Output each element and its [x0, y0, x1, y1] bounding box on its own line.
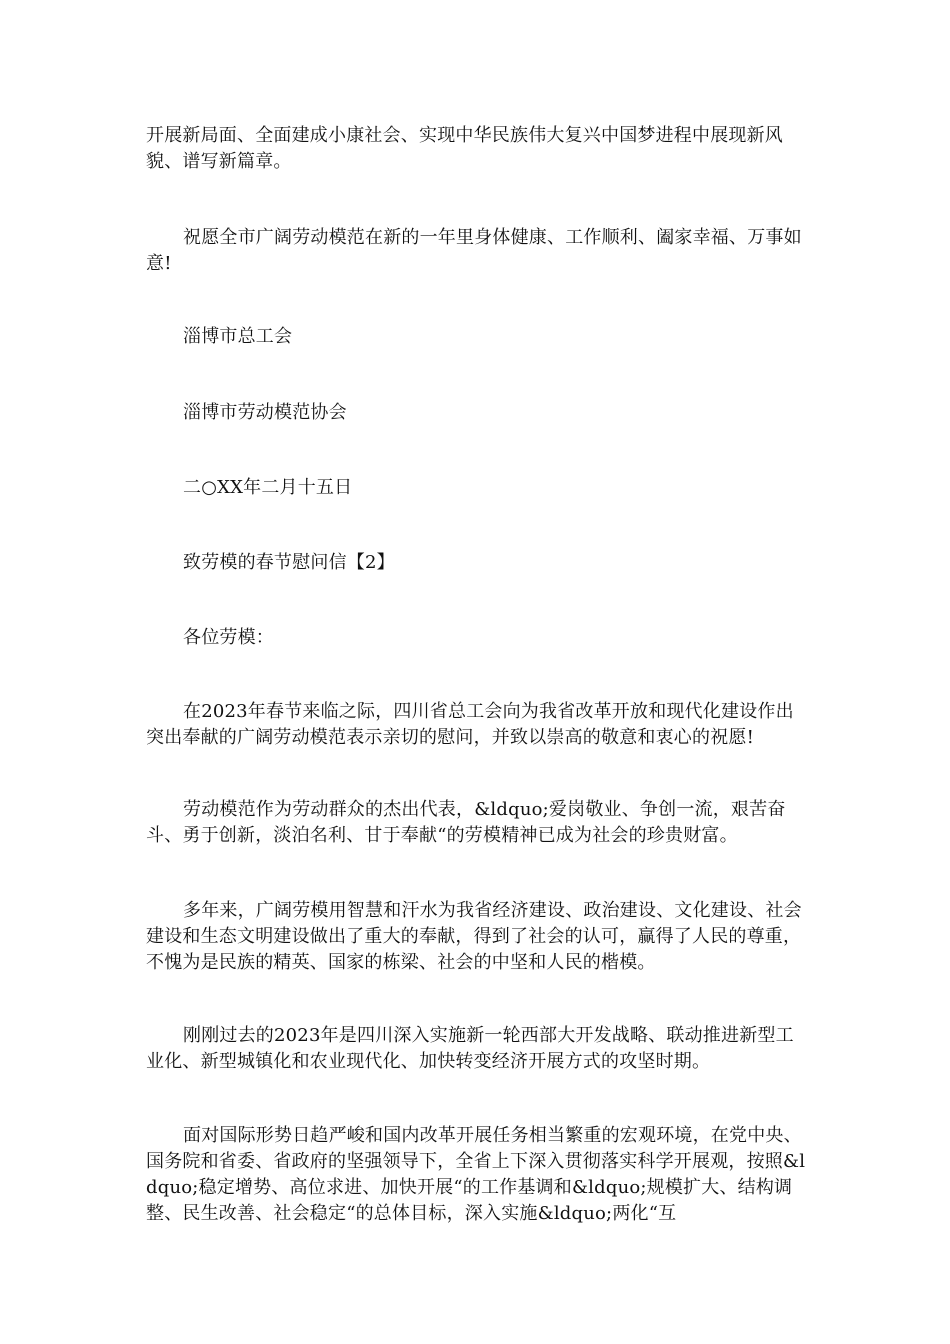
signature-org-2: 淄博市劳动模范协会 — [183, 402, 347, 423]
paragraph-continuation: 开展新局面、全面建成小康社会、实现中华民族伟大复兴中国梦进程中展现新风貌、谱写新篇章。 — [146, 125, 783, 172]
paragraph-wishes: 祝愿全市广阔劳动模范在新的一年里身体健康、工作顺利、阖家幸福、万事如意! — [146, 227, 802, 274]
paragraph-model-spirit: 劳动模范作为劳动群众的杰出代表，&ldquo;爱岗敬业、争创一流，艰苦奋斗、勇于创新，淡泊名利、甘于奉献“的劳模精神已成为社会的珍贵财富。 — [146, 799, 786, 846]
paragraph-greeting: 在2023年春节来临之际，四川省总工会向为我省改革开放和现代化建设作出突出奉献的广阔劳动模范表示亲切的慰问，并致以崇高的敬意和衷心的祝愿! — [146, 701, 794, 748]
signature-date: 二○XX年二月十五日 — [183, 477, 353, 498]
letter-title: 致劳模的春节慰问信【2】 — [183, 552, 395, 573]
paragraph-environment: 面对国际形势日趋严峻和国内改革开展任务相当繁重的宏观环境，在党中央、国务院和省委、省政府的坚强领导下，全省上下深入贯彻落实科学开展观，按照&ldquo;稳定增势、高位求进、加快开展“的工作基调和&ldquo;规模扩大、结构调整、民生改善、社会稳定“的总体目标，深入实施&ldquo;两化“互 — [146, 1125, 806, 1224]
signature-org-1: 淄博市总工会 — [183, 326, 293, 347]
paragraph-past-year: 刚刚过去的2023年是四川深入实施新一轮西部大开发战略、联动推进新型工业化、新型城镇化和农业现代化、加快转变经济开展方式的攻坚时期。 — [146, 1025, 794, 1072]
paragraph-contributions: 多年来，广阔劳模用智慧和汗水为我省经济建设、政治建设、文化建设、社会建设和生态文明建设做出了重大的奉献，得到了社会的认可，赢得了人民的尊重，不愧为是民族的精英、国家的栋梁、社会的中坚和人民的楷模。 — [146, 900, 802, 973]
salutation: 各位劳模： — [183, 627, 274, 648]
